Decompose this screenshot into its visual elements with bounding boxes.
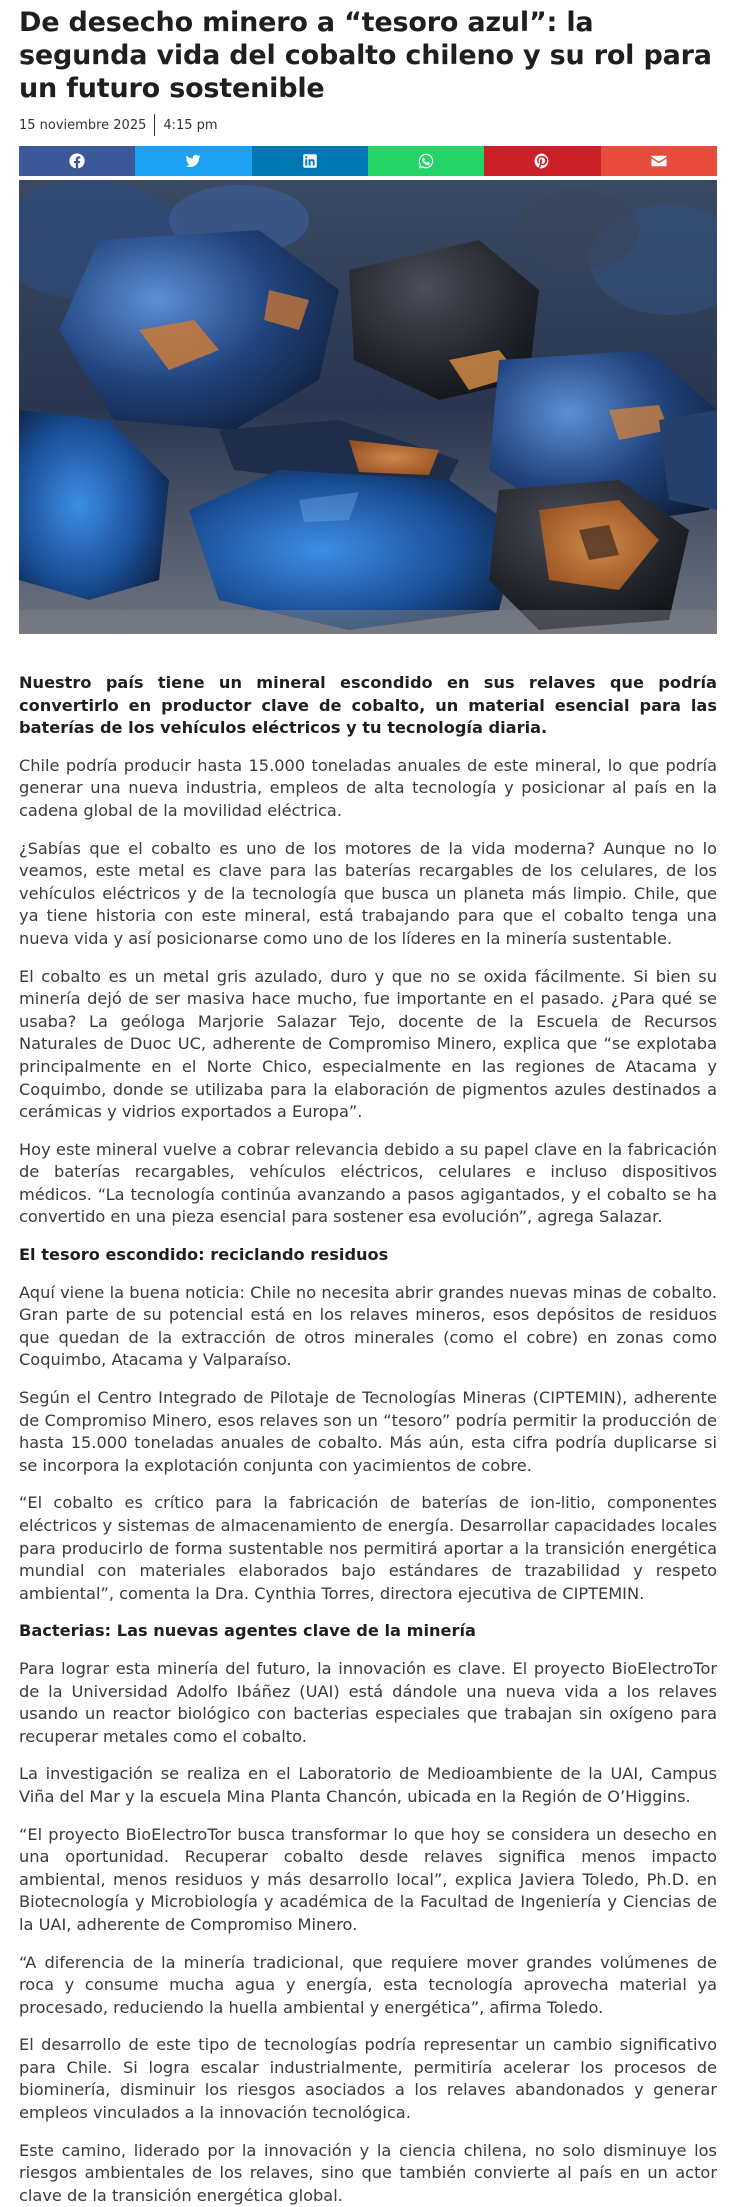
share-pinterest-button[interactable] (484, 146, 600, 176)
article-time: 4:15 pm (163, 117, 218, 133)
article-body (19, 672, 717, 2207)
article-paragraph: La investigación se realiza en el Laboratorio de Medioambiente de la UAI, Campus Viña del Mar y la escuela Mina Planta Chancón, ubicada en la Región de O’Higgins. (19, 1764, 717, 1806)
article-paragraph: “El cobalto es crítico para la fabricación de baterías de ion-litio, componentes eléctricos y sistemas de almacenamiento de energía. Desarrollar capacidades locales para producirlo de forma sustentable nos permitirá aportar a la transición energética mundial con materiales elaborados bajo estándares de trazabilidad y respeto ambiental”, comenta la Dra. Cynthia Torres, directora ejecutiva de CIPTEMIN. (19, 1493, 717, 1603)
linkedin-icon (301, 152, 319, 170)
article-lead: Nuestro país tiene un mineral escondido en sus relaves que podría convertirlo en productor clave de cobalto, un material esencial para las baterías de los vehículos eléctricos y tu tecnología diaria. (19, 673, 717, 738)
article-paragraph: El desarrollo de este tipo de tecnologías podría representar un cambio significativo para Chile. Si logra escalar industrialmente, permitiría acelerar los procesos de biominería, disminuir los riesgos asociados a los relaves abandonados y generar empleos vinculados a la innovación tecnológica. (19, 2035, 717, 2123)
hero-image (19, 180, 717, 634)
article-paragraph: ¿Sabías que el cobalto es uno de los motores de la vida moderna? Aunque no lo veamos, este metal es clave para las baterías recargables de los celulares, de los vehículos eléctricos y de la tecnología que busca un planeta más limpio. Chile, que ya tiene historia con este mineral, está trabajando para que el cobalto tenga una nueva vida y así posicionarse como uno de los líderes en la minería sustentable. (19, 838, 717, 948)
section-heading: El tesoro escondido: reciclando residuos (19, 1245, 389, 1265)
share-email-button[interactable] (601, 146, 717, 176)
article-meta (19, 115, 717, 135)
section-heading: Bacterias: Las nuevas agentes clave de la minería (19, 1621, 476, 1641)
article-title: De desecho minero a “tesoro azul”: la segunda vida del cobalto chileno y su rol para un futuro sostenible (19, 7, 712, 104)
share-whatsapp-button[interactable] (368, 146, 484, 176)
cobalt-minerals-photo (19, 180, 717, 634)
whatsapp-icon (417, 152, 435, 170)
share-bar (19, 146, 717, 176)
email-icon (650, 152, 668, 170)
article-paragraph: El cobalto es un metal gris azulado, duro y que no se oxida fácilmente. Si bien su minería dejó de ser masiva hace mucho, fue importante en el pasado. ¿Para qué se usaba? La geóloga Marjorie Salazar Tejo, docente de la Escuela de Recursos Naturales de Duoc UC, adherente de Compromiso Minero, explica que “se explotaba principalmente en el Norte Chico, especialmente en las regiones de Atacama y Coquimbo, donde se utilizaba para la elaboración de pigmentos azules destinados a cerámicas y vidrios exportados a Europa”. (19, 966, 717, 1122)
pinterest-icon (533, 152, 551, 170)
share-facebook-button[interactable] (19, 146, 135, 176)
share-linkedin-button[interactable] (252, 146, 368, 176)
article-paragraph: Chile podría producir hasta 15.000 toneladas anuales de este mineral, lo que podría generar una nueva industria, empleos de alta tecnología y posicionar al país en la cadena global de la movilidad eléctrica. (19, 755, 717, 820)
article-paragraph: “A diferencia de la minería tradicional, que requiere mover grandes volúmenes de roca y consume mucha agua y energía, esta tecnología aprovecha material ya procesado, reduciendo la huella ambiental y energética”, afirma Toledo. (19, 1952, 717, 2017)
article-page (0, 6, 736, 2207)
article-paragraph: Hoy este mineral vuelve a cobrar relevancia debido a su papel clave en la fabricación de baterías recargables, vehículos eléctricos, celulares e incluso dispositivos médicos. “La tecnología continúa avanzando a pasos agigantados, y el cobalto se ha convertido en una pieza esencial para sostener esa evolución”, agrega Salazar. (19, 1139, 717, 1227)
article-paragraph: “El proyecto BioElectroTor busca transformar lo que hoy se considera un desecho en una oportunidad. Recuperar cobalto desde relaves significa menos impacto ambiental, menos residuos y más desarrollo local”, explica Javiera Toledo, Ph.D. en Biotecnología y Microbiología y académica de la Facultad de Ingeniería y Ciencias de la UAI, adherente de Compromiso Minero. (19, 1824, 717, 1934)
article-paragraph: Aquí viene la buena noticia: Chile no necesita abrir grandes nuevas minas de cobalto. Gran parte de su potencial está en los relaves mineros, esos depósitos de residuos que quedan de la extracción de otros minerales (como el cobre) en zonas como Coquimbo, Atacama y Valparaíso. (19, 1282, 717, 1370)
article-paragraph: Según el Centro Integrado de Pilotaje de Tecnologías Mineras (CIPTEMIN), adherente de Compromiso Minero, esos relaves son un “tesoro” podría permitir la producción de hasta 15.000 toneladas anuales de cobalto. Más aún, esta cifra podría duplicarse si se incorpora la explotación conjunta con yacimientos de cobre. (19, 1388, 717, 1475)
article-date: 15 noviembre 2025 (19, 117, 147, 133)
share-twitter-button[interactable] (135, 146, 251, 176)
article-paragraph: Este camino, liderado por la innovación y la ciencia chilena, no solo disminuye los riesgos ambientales de los relaves, sino que también convierte al país en un actor clave de la transición energética global. (19, 2140, 717, 2205)
article-paragraph: Para lograr esta minería del futuro, la innovación es clave. El proyecto BioElectroTor de la Universidad Adolfo Ibáñez (UAI) está dándole una nueva vida a los relaves usando un reactor biológico con bacterias especiales que trabajan sin oxígeno para recuperar metales como el cobalto. (19, 1658, 717, 1746)
meta-divider (154, 114, 155, 136)
twitter-icon (184, 152, 202, 170)
facebook-icon (68, 152, 86, 170)
